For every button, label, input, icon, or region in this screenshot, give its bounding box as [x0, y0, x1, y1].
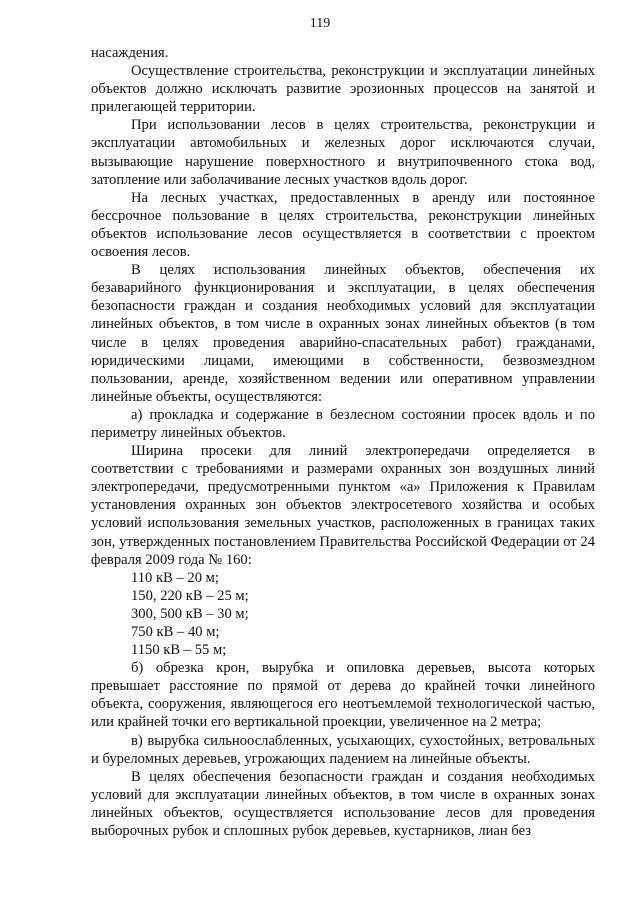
paragraph: Ширина просеки для линий электропередачи определяется в соответствии с требованиями и размерами охранных зон воздушных линий электропередачи, предусмотренными пунктом «а» Приложения к Правилам установления охранных зон объектов электросетевого хозяйства и особых условий использования земельных участков, расположенных в границах таких зон, утвержденных постановлением Правительства Российской Федерации от 24 февраля 2009 года № 160:: [91, 443, 595, 568]
paragraph: насаждения.: [91, 45, 169, 61]
voltage-width-item: 150, 220 кВ – 25 м;: [131, 587, 249, 604]
paragraph: На лесных участках, предоставленных в аренду или постоянное бессрочное пользование в целях строительства, реконструкции линейных объектов использование лесов осуществляется в соответствии с проектом освоения лесов.: [91, 189, 595, 261]
voltage-width-item: 110 кВ – 20 м;: [131, 569, 219, 586]
list-item-a: а) прокладка и содержание в безлесном состоянии просек вдоль и по периметру линейных объектов.: [91, 406, 595, 441]
document-body: [91, 44, 595, 840]
page-number: 119: [309, 16, 331, 31]
voltage-width-item: 1150 кВ – 55 м;: [131, 642, 227, 659]
paragraph: При использовании лесов в целях строительства, реконструкции и эксплуатации автомобильных и железных дорог исключаются случаи, вызывающие нарушение поверхностного и внутрипочвенного стока вод, затопление или заболачивание лесных участков вдоль дорог.: [91, 117, 595, 188]
list-item-v: в) вырубка сильноослабленных, усыхающих, сухостойных, ветровальных и буреломных деревьев, угрожающих падением на линейные объекты.: [91, 732, 595, 767]
voltage-width-item: 750 кВ – 40 м;: [131, 624, 220, 640]
list-item-b: б) обрезка крон, вырубка и опиловка деревьев, высота которых превышает расстояние по прямой от дерева до крайней точки линейного объекта, сооружения, являющегося его неотъемлемой технологической частью, или крайней точки его вертикальной проекции, увеличенное на 2 метра;: [91, 660, 595, 731]
paragraph: В целях обеспечения безопасности граждан и создания необходимых условий для эксплуатации линейных объектов, в том числе в охранных зонах линейных объектов, осуществляется использование лесов для проведения выборочных рубок и сплошных рубок деревьев, кустарников, лиан без: [91, 768, 595, 840]
paragraph: В целях использования линейных объектов, обеспечения их безаварийного функционирования и эксплуатации, в целях обеспечения безопасности граждан и создания необходимых условий для эксплуатации линейных объектов, в том числе в охранных зонах линейных объектов (в том числе в целях проведения аварийно-спасательных работ) гражданами, юридическими лицами, имеющими в собственности, безвозмездном пользовании, аренде, хозяйственном ведении или оперативном управлении линейные объекты, осуществляются:: [91, 262, 595, 405]
voltage-width-item: 300, 500 кВ – 30 м;: [131, 605, 249, 622]
paragraph: Осуществление строительства, реконструкции и эксплуатации линейных объектов должно исключать развитие эрозионных процессов на занятой и прилегающей территории.: [91, 63, 595, 116]
